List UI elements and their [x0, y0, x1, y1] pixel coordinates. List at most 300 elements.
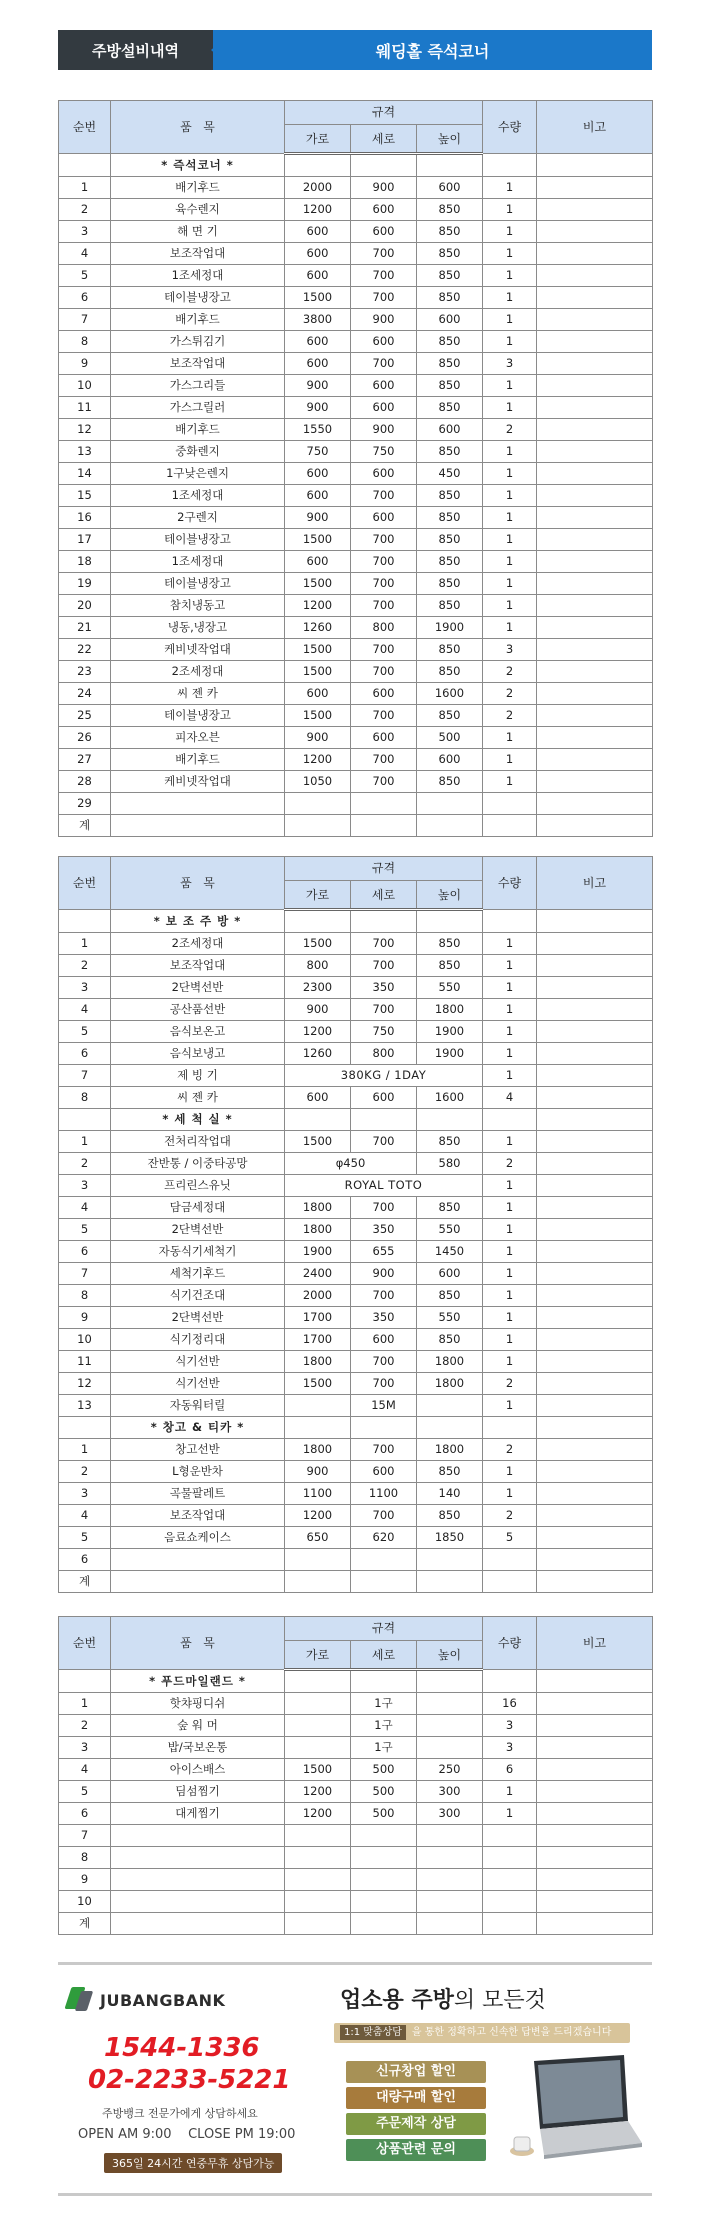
- table-row: [59, 551, 653, 573]
- table-row: [59, 221, 653, 243]
- cell-qty: [483, 1825, 537, 1847]
- cell-width: 1200: [285, 749, 351, 771]
- table-row: [59, 999, 653, 1021]
- banner-subtitle-badge: 1:1 맞춤상담: [340, 2025, 406, 2040]
- cell-qty: 1: [483, 1307, 537, 1329]
- cell-note: [537, 977, 653, 999]
- cell-note: [537, 705, 653, 727]
- cell-qty: 1: [483, 551, 537, 573]
- cell-note: [537, 397, 653, 419]
- cell-no: 8: [59, 331, 111, 353]
- cell-depth: 700: [351, 1131, 417, 1153]
- cell-no: 7: [59, 1065, 111, 1087]
- menu-custom-order-consult[interactable]: 주문제작 상담: [346, 2113, 486, 2135]
- cell-no: 26: [59, 727, 111, 749]
- table-row: [59, 1571, 653, 1593]
- cell-width: 600: [285, 265, 351, 287]
- cell-note: [537, 573, 653, 595]
- col-header-qty: 수량: [483, 857, 537, 910]
- cell-note: [537, 727, 653, 749]
- table-row: [59, 441, 653, 463]
- cell-item: 곡물팔레트: [111, 1483, 285, 1505]
- cell-qty: 2: [483, 705, 537, 727]
- cell-height: 850: [417, 287, 483, 309]
- cell-note: [537, 1693, 653, 1715]
- cell-height: 600: [417, 419, 483, 441]
- cell-note: [537, 617, 653, 639]
- cell-width: 600: [285, 463, 351, 485]
- cell-item: 음식보냉고: [111, 1043, 285, 1065]
- cell-height: [417, 1913, 483, 1935]
- cell-width: 1800: [285, 1439, 351, 1461]
- cell-item: [111, 1549, 285, 1571]
- cell-depth: 700: [351, 1439, 417, 1461]
- cell-depth: 600: [351, 683, 417, 705]
- cell-depth: 600: [351, 397, 417, 419]
- cell-item: 1조세정대: [111, 485, 285, 507]
- table-row: [59, 661, 653, 683]
- section-row: [59, 910, 653, 933]
- cell-qty: 2: [483, 1373, 537, 1395]
- cell-item: 2조세정대: [111, 661, 285, 683]
- cell-qty: 1: [483, 573, 537, 595]
- cell-depth: 700: [351, 999, 417, 1021]
- phone-number-1[interactable]: 1544-1336: [104, 2033, 260, 2063]
- cell-depth: 1100: [351, 1483, 417, 1505]
- cell-item: [111, 793, 285, 815]
- cell-height: 850: [417, 1329, 483, 1351]
- cell-height: 1800: [417, 1439, 483, 1461]
- cell-height: [417, 1847, 483, 1869]
- cell-depth: 620: [351, 1527, 417, 1549]
- cell-item: 숲 워 머: [111, 1715, 285, 1737]
- cell-width: 1550: [285, 419, 351, 441]
- cell-height: 850: [417, 1131, 483, 1153]
- cell-height: 1900: [417, 1043, 483, 1065]
- cell-width: 600: [285, 221, 351, 243]
- cell-note: [537, 661, 653, 683]
- cell-width: [285, 1847, 351, 1869]
- cell-no: 3: [59, 1483, 111, 1505]
- menu-product-inquiry[interactable]: 상품관련 문의: [346, 2139, 486, 2161]
- cell-qty: 1: [483, 595, 537, 617]
- cell-depth: 700: [351, 485, 417, 507]
- cell-item: [111, 1891, 285, 1913]
- cell-height: [417, 1395, 483, 1417]
- cell-width: [285, 1571, 351, 1593]
- cell-height: 1600: [417, 683, 483, 705]
- cell-height: 850: [417, 265, 483, 287]
- cell-width: 600: [285, 683, 351, 705]
- cell-depth: [351, 815, 417, 837]
- table-row: [59, 507, 653, 529]
- cell-qty: 1: [483, 1043, 537, 1065]
- cell-qty: 1: [483, 221, 537, 243]
- cell-no: 6: [59, 1803, 111, 1825]
- cell-item: 1구낮은렌지: [111, 463, 285, 485]
- col-header-qty: 수량: [483, 1617, 537, 1670]
- cell-note: [537, 221, 653, 243]
- cell-no: 4: [59, 1505, 111, 1527]
- cell-note: [537, 1825, 653, 1847]
- cell-note: [537, 1759, 653, 1781]
- cell-height: 580: [417, 1153, 483, 1175]
- cell-height: 600: [417, 749, 483, 771]
- cell-item: 자동워터릴: [111, 1395, 285, 1417]
- cell-width: 1200: [285, 1781, 351, 1803]
- cell-note: [537, 1285, 653, 1307]
- cell-qty: 16: [483, 1693, 537, 1715]
- cell-item: 테이블냉장고: [111, 287, 285, 309]
- cell-item: 케비넷작업대: [111, 771, 285, 793]
- cell-depth: 900: [351, 1263, 417, 1285]
- cell-qty: 1: [483, 265, 537, 287]
- always-open-badge: 365일 24시간 연중무휴 상담가능: [104, 2153, 282, 2173]
- cell-height: 600: [417, 309, 483, 331]
- cell-width: 650: [285, 1527, 351, 1549]
- cell-height: 1600: [417, 1087, 483, 1109]
- cell-no: 16: [59, 507, 111, 529]
- cell-no: 11: [59, 1351, 111, 1373]
- cell-height: 600: [417, 1263, 483, 1285]
- cell-item: 가스그릴러: [111, 397, 285, 419]
- cell-no: 12: [59, 1373, 111, 1395]
- cell-depth: 800: [351, 617, 417, 639]
- phone-number-2[interactable]: 02-2233-5221: [88, 2065, 291, 2095]
- header-category: [58, 30, 213, 70]
- table-row: [59, 933, 653, 955]
- cell-width: 2000: [285, 177, 351, 199]
- cell-width: 1260: [285, 1043, 351, 1065]
- cell-no: 25: [59, 705, 111, 727]
- cell-height: 850: [417, 221, 483, 243]
- cell-item: 2조세정대: [111, 933, 285, 955]
- table-row: [59, 1693, 653, 1715]
- table-row: [59, 1153, 653, 1175]
- cell-qty: 1: [483, 243, 537, 265]
- cell-qty: 2: [483, 419, 537, 441]
- banner-title-strong: 업소용 주방: [340, 1988, 454, 2013]
- cell-no: 8: [59, 1847, 111, 1869]
- cell-note: [537, 1737, 653, 1759]
- cell-item: 씨 젠 카: [111, 683, 285, 705]
- table-row: [59, 243, 653, 265]
- cell-no: 6: [59, 287, 111, 309]
- cell-note: [537, 1241, 653, 1263]
- cell-item: 딤섬찜기: [111, 1781, 285, 1803]
- cell-height: 850: [417, 705, 483, 727]
- cell-qty: 1: [483, 199, 537, 221]
- table-row: [59, 353, 653, 375]
- table-row: [59, 1043, 653, 1065]
- table-row: [59, 1549, 653, 1571]
- cell-depth: 700: [351, 749, 417, 771]
- cell-depth: 500: [351, 1759, 417, 1781]
- cell-item: 테이블냉장고: [111, 529, 285, 551]
- cell-depth: 600: [351, 221, 417, 243]
- cell-note: [537, 199, 653, 221]
- cell-note: [537, 1781, 653, 1803]
- cell-no: 3: [59, 1737, 111, 1759]
- business-hours: OPEN AM 9:00 CLOSE PM 19:00: [78, 2127, 296, 2142]
- cell-depth: 700: [351, 1373, 417, 1395]
- cell-item: 피자오븐: [111, 727, 285, 749]
- cell-qty: 3: [483, 1715, 537, 1737]
- cell-depth: 600: [351, 1329, 417, 1351]
- cell-depth: 700: [351, 353, 417, 375]
- cell-note: [537, 1065, 653, 1087]
- cell-qty: [483, 1549, 537, 1571]
- table-row: [59, 1483, 653, 1505]
- cell-no: 2: [59, 1715, 111, 1737]
- menu-new-business-discount[interactable]: 신규창업 할인: [346, 2061, 486, 2083]
- section-label: * 세 척 실 *: [111, 1109, 285, 1131]
- table-row: [59, 1737, 653, 1759]
- cell-no: 2: [59, 1153, 111, 1175]
- cell-depth: 700: [351, 1197, 417, 1219]
- cell-note: [537, 1913, 653, 1935]
- equipment-table-3: [58, 1616, 653, 1935]
- consult-text: 주방뱅크 전문가에게 상담하세요: [102, 2107, 258, 2120]
- cell-note: [537, 683, 653, 705]
- cell-qty: 2: [483, 1153, 537, 1175]
- cell-item: 1조세정대: [111, 551, 285, 573]
- cell-no: 19: [59, 573, 111, 595]
- cell-no: 2: [59, 199, 111, 221]
- cell-depth: 700: [351, 1505, 417, 1527]
- col-header-spec: 규격: [285, 101, 483, 125]
- cell-no: 13: [59, 1395, 111, 1417]
- cell-height: 1800: [417, 1351, 483, 1373]
- col-header-qty: 수량: [483, 101, 537, 154]
- cell-no: 계: [59, 1571, 111, 1593]
- cell-height: 550: [417, 1219, 483, 1241]
- cell-item: 보조작업대: [111, 1505, 285, 1527]
- cell-no: 5: [59, 1021, 111, 1043]
- cell-note: [537, 749, 653, 771]
- cell-note: [537, 1439, 653, 1461]
- cell-no: 5: [59, 265, 111, 287]
- cell-qty: 1: [483, 1021, 537, 1043]
- cell-width: 1700: [285, 1307, 351, 1329]
- header-title: 웨딩홀 즉석코너: [213, 30, 652, 70]
- cell-height: 1850: [417, 1527, 483, 1549]
- cell-width: 600: [285, 551, 351, 573]
- cell-height: [417, 1891, 483, 1913]
- cell-note: [537, 595, 653, 617]
- cell-qty: 1: [483, 1241, 537, 1263]
- cell-qty: 2: [483, 683, 537, 705]
- cell-note: [537, 1847, 653, 1869]
- cell-width: 1900: [285, 1241, 351, 1263]
- cell-qty: 1: [483, 1329, 537, 1351]
- cell-qty: 2: [483, 1505, 537, 1527]
- table-row: [59, 727, 653, 749]
- cell-note: [537, 551, 653, 573]
- cell-item: 음식보온고: [111, 1021, 285, 1043]
- cell-width: [285, 1395, 351, 1417]
- cell-width: [285, 815, 351, 837]
- cell-height: 450: [417, 463, 483, 485]
- cell-item: 세척기후드: [111, 1263, 285, 1285]
- cell-height: 850: [417, 485, 483, 507]
- cell-no: 29: [59, 793, 111, 815]
- table-row: [59, 529, 653, 551]
- cell-item: 식기건조대: [111, 1285, 285, 1307]
- col-header-spec: 규격: [285, 857, 483, 881]
- cell-height: 850: [417, 955, 483, 977]
- cell-width: 900: [285, 727, 351, 749]
- table-row: [59, 1241, 653, 1263]
- cell-height: [417, 1737, 483, 1759]
- cell-depth: 700: [351, 551, 417, 573]
- cell-depth: 700: [351, 265, 417, 287]
- cell-no: 27: [59, 749, 111, 771]
- table-row: [59, 1087, 653, 1109]
- cell-depth: 350: [351, 977, 417, 999]
- cell-no: 5: [59, 1219, 111, 1241]
- table-row: [59, 1175, 653, 1197]
- cell-item: 배기후드: [111, 309, 285, 331]
- cell-height: 850: [417, 199, 483, 221]
- cell-item: 보조작업대: [111, 243, 285, 265]
- table-row: [59, 617, 653, 639]
- cell-height: [417, 1693, 483, 1715]
- table-row: [59, 463, 653, 485]
- table-row: [59, 1285, 653, 1307]
- cell-no: 8: [59, 1285, 111, 1307]
- cell-item: 가스그리들: [111, 375, 285, 397]
- cell-depth: 700: [351, 573, 417, 595]
- col-header-height: 높이: [417, 881, 483, 910]
- cell-item: 아이스배스: [111, 1759, 285, 1781]
- cell-note: [537, 507, 653, 529]
- cell-note: [537, 1021, 653, 1043]
- cell-item: 식기선반: [111, 1351, 285, 1373]
- laptop-icon: [504, 2051, 644, 2171]
- col-header-item: 품 목: [111, 857, 285, 910]
- cell-height: [417, 1869, 483, 1891]
- cell-item: 배기후드: [111, 749, 285, 771]
- cell-width: 1050: [285, 771, 351, 793]
- cell-note: [537, 639, 653, 661]
- cell-depth: 600: [351, 331, 417, 353]
- cell-item: 냉동,냉장고: [111, 617, 285, 639]
- cell-qty: 1: [483, 397, 537, 419]
- cell-depth: 900: [351, 177, 417, 199]
- section-row: [59, 1670, 653, 1693]
- cell-no: 22: [59, 639, 111, 661]
- cell-qty: 1: [483, 771, 537, 793]
- cell-width: 2400: [285, 1263, 351, 1285]
- col-header-depth: 세로: [351, 125, 417, 154]
- table-row: [59, 1869, 653, 1891]
- cell-note: [537, 529, 653, 551]
- cell-height: 550: [417, 1307, 483, 1329]
- cell-height: 300: [417, 1781, 483, 1803]
- cell-note: [537, 419, 653, 441]
- cell-note: [537, 331, 653, 353]
- cell-note: [537, 1197, 653, 1219]
- page-header: [58, 30, 652, 70]
- cell-qty: 4: [483, 1087, 537, 1109]
- cell-height: 850: [417, 639, 483, 661]
- cell-no: 9: [59, 353, 111, 375]
- cell-height: 300: [417, 1803, 483, 1825]
- cell-no: 18: [59, 551, 111, 573]
- cell-note: [537, 999, 653, 1021]
- table-row: [59, 771, 653, 793]
- cell-item: 프리린스유닛: [111, 1175, 285, 1197]
- cell-qty: 3: [483, 353, 537, 375]
- cell-width: 1500: [285, 529, 351, 551]
- cell-depth: 600: [351, 1087, 417, 1109]
- cell-depth: 350: [351, 1307, 417, 1329]
- cell-item: 식기선반: [111, 1373, 285, 1395]
- cell-depth: 600: [351, 375, 417, 397]
- cell-depth: 1구: [351, 1737, 417, 1759]
- table-row: [59, 331, 653, 353]
- cell-item: 배기후드: [111, 177, 285, 199]
- cell-depth: 700: [351, 955, 417, 977]
- cell-qty: [483, 1891, 537, 1913]
- table-row: [59, 177, 653, 199]
- cell-qty: 5: [483, 1527, 537, 1549]
- cell-qty: 1: [483, 617, 537, 639]
- section-label: * 보 조 주 방 *: [111, 910, 285, 933]
- cell-depth: [351, 793, 417, 815]
- cell-no: 5: [59, 1781, 111, 1803]
- company-logo: [66, 1985, 225, 2015]
- table-row: [59, 265, 653, 287]
- cell-note: [537, 375, 653, 397]
- cell-qty: 1: [483, 1285, 537, 1307]
- cell-qty: 2: [483, 661, 537, 683]
- cell-no: 13: [59, 441, 111, 463]
- cell-item: 보조작업대: [111, 353, 285, 375]
- cell-qty: 1: [483, 1395, 537, 1417]
- cell-width: 1500: [285, 287, 351, 309]
- cell-item: 공산품선반: [111, 999, 285, 1021]
- menu-bulk-purchase-discount[interactable]: 대량구매 할인: [346, 2087, 486, 2109]
- cell-height: 850: [417, 441, 483, 463]
- table-row: [59, 793, 653, 815]
- cell-note: [537, 1351, 653, 1373]
- cell-depth: 600: [351, 463, 417, 485]
- cell-no: 2: [59, 1461, 111, 1483]
- cell-width: 1500: [285, 1131, 351, 1153]
- logo-mark-icon: [66, 1985, 94, 2015]
- cell-note: [537, 463, 653, 485]
- cell-height: 850: [417, 933, 483, 955]
- cell-width: 900: [285, 507, 351, 529]
- cell-note: [537, 1527, 653, 1549]
- cell-no: 3: [59, 977, 111, 999]
- cell-depth: 1구: [351, 1693, 417, 1715]
- cell-width: 1800: [285, 1351, 351, 1373]
- cell-no: 4: [59, 1759, 111, 1781]
- cell-note: [537, 309, 653, 331]
- cell-width: 1500: [285, 573, 351, 595]
- cell-qty: 1: [483, 1461, 537, 1483]
- cell-item: 대게찜기: [111, 1803, 285, 1825]
- cell-depth: 700: [351, 243, 417, 265]
- cell-height: 850: [417, 243, 483, 265]
- cell-depth: 750: [351, 441, 417, 463]
- cell-note: [537, 265, 653, 287]
- cell-no: 12: [59, 419, 111, 441]
- cell-no: 7: [59, 1263, 111, 1285]
